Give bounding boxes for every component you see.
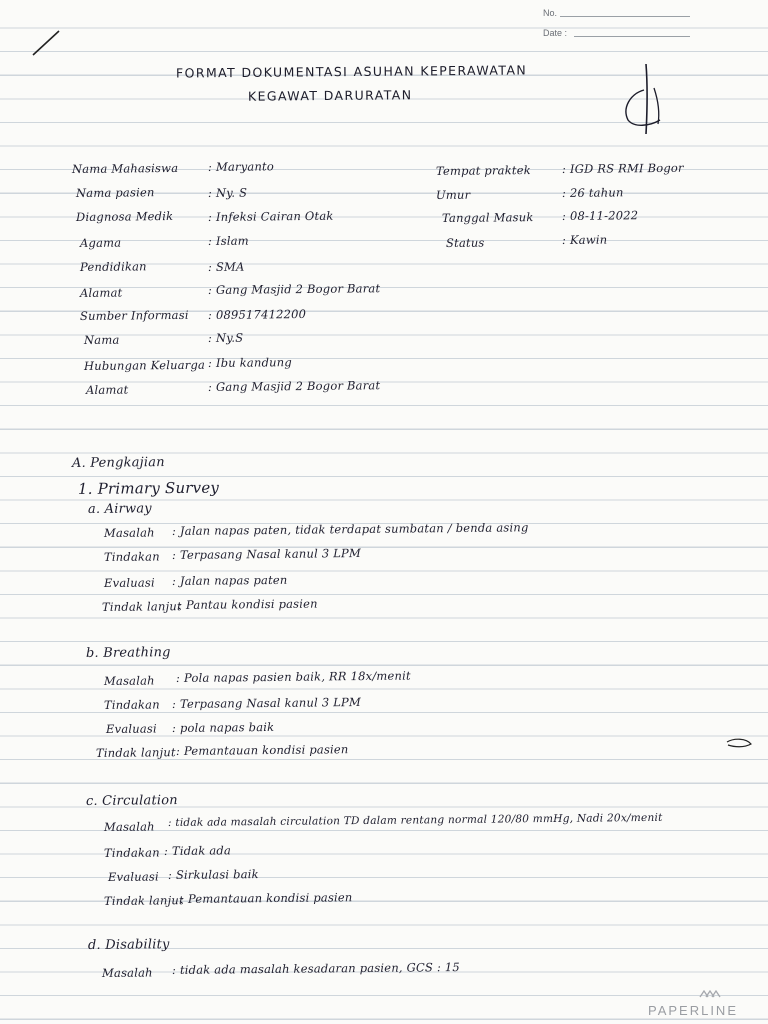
date-line	[574, 36, 690, 37]
row-value: : Jalan napas paten, tidak terdapat sumbatan / benda asing	[171, 520, 529, 538]
row-label: Evaluasi	[103, 575, 155, 590]
row-value: : Pola napas pasien baik, RR 18x/menit	[175, 668, 411, 685]
identity-label: Tempat praktek	[435, 163, 531, 178]
row-value: : tidak ada masalah kesadaran pasien, GCS : 15	[171, 959, 460, 977]
row-value: : Pemantauan kondisi pasien	[175, 742, 349, 758]
row-label: Masalah	[103, 819, 155, 834]
no-line	[560, 16, 690, 17]
pen-stroke-icon	[30, 28, 62, 58]
row-label: Masalah	[101, 965, 153, 980]
identity-label: Hubungan Keluarga	[83, 357, 206, 373]
identity-label: Nama	[83, 332, 120, 347]
identity-value: : Ny.S	[207, 330, 244, 345]
identity-value: : Islam	[207, 233, 249, 248]
row-value: : Terpasang Nasal kanul 3 LPM	[171, 546, 361, 562]
row-value: : Tidak ada	[163, 843, 232, 858]
identity-value: : Maryanto	[207, 159, 275, 174]
disability-heading: d. Disability	[87, 937, 170, 953]
date-label: Date :	[543, 28, 568, 38]
circulation-heading: c. Circulation	[85, 793, 178, 809]
row-value: : Pemantauan kondisi pasien	[179, 890, 353, 906]
row-value: : Pantau kondisi pasien	[177, 596, 318, 612]
no-label: No.	[543, 8, 558, 18]
row-label: Tindakan	[103, 697, 160, 712]
identity-label: Nama pasien	[75, 185, 155, 200]
identity-label: Nama Mahasiswa	[71, 160, 179, 176]
identity-label: Tanggal Masuk	[441, 210, 534, 225]
breathing-heading: b. Breathing	[85, 645, 171, 661]
row-value: : Jalan napas paten	[171, 572, 288, 588]
identity-label: Status	[445, 235, 485, 250]
row-label: Tindakan	[103, 845, 160, 860]
row-label: Masalah	[103, 673, 155, 688]
airway-heading: a. Airway	[87, 501, 152, 517]
identity-value: : 26 tahun	[561, 185, 624, 200]
identity-label: Alamat	[79, 285, 123, 300]
identity-value: : SMA	[207, 259, 245, 274]
scribble-icon	[724, 736, 754, 750]
identity-value: : 08-11-2022	[561, 208, 639, 223]
identity-label: Alamat	[85, 382, 129, 397]
row-label: Evaluasi	[107, 869, 159, 884]
row-value: : pola napas baik	[171, 719, 275, 735]
row-label: Tindak lanjut	[103, 893, 184, 908]
row-label: Masalah	[103, 525, 155, 540]
row-value: : Terpasang Nasal kanul 3 LPM	[171, 695, 361, 711]
identity-label: Umur	[435, 187, 471, 202]
row-label: Tindakan	[103, 549, 160, 564]
paperline-logo-icon	[698, 990, 722, 998]
identity-value: : Gang Masjid 2 Bogor Barat	[207, 378, 381, 394]
row-value: : tidak ada masalah circulation TD dalam rentang normal 120/80 mmHg, Nadi 20x/menit	[167, 811, 663, 829]
row-label: Evaluasi	[105, 721, 157, 736]
identity-value: : IGD RS RMI Bogor	[561, 160, 684, 176]
subsection-heading: 1. Primary Survey	[77, 478, 220, 498]
identity-value: : Ny. S	[207, 185, 248, 200]
identity-value: : Kawin	[561, 232, 608, 247]
document-title: FORMAT DOKUMENTASI ASUHAN KEPERAWATAN	[175, 62, 528, 81]
signature-icon	[616, 60, 676, 140]
identity-value: : Infeksi Cairan Otak	[207, 208, 334, 224]
document-subtitle: KEGAWAT DARURATAN	[247, 87, 413, 104]
identity-value: : 089517412200	[207, 306, 307, 322]
identity-label: Sumber Informasi	[79, 307, 189, 323]
identity-label: Pendidikan	[79, 259, 147, 274]
row-value: : Sirkulasi baik	[167, 867, 259, 882]
identity-label: Diagnosa Medik	[75, 208, 174, 224]
identity-value: : Gang Masjid 2 Bogor Barat	[207, 281, 381, 297]
brand-wordmark: PAPERLINE	[647, 1003, 738, 1018]
section-heading: A. Pengkajian	[71, 455, 165, 471]
identity-label: Agama	[79, 235, 122, 250]
row-label: Tindak lanjut	[95, 745, 176, 760]
row-label: Tindak lanjut	[101, 599, 182, 614]
identity-value: : Ibu kandung	[207, 355, 292, 370]
